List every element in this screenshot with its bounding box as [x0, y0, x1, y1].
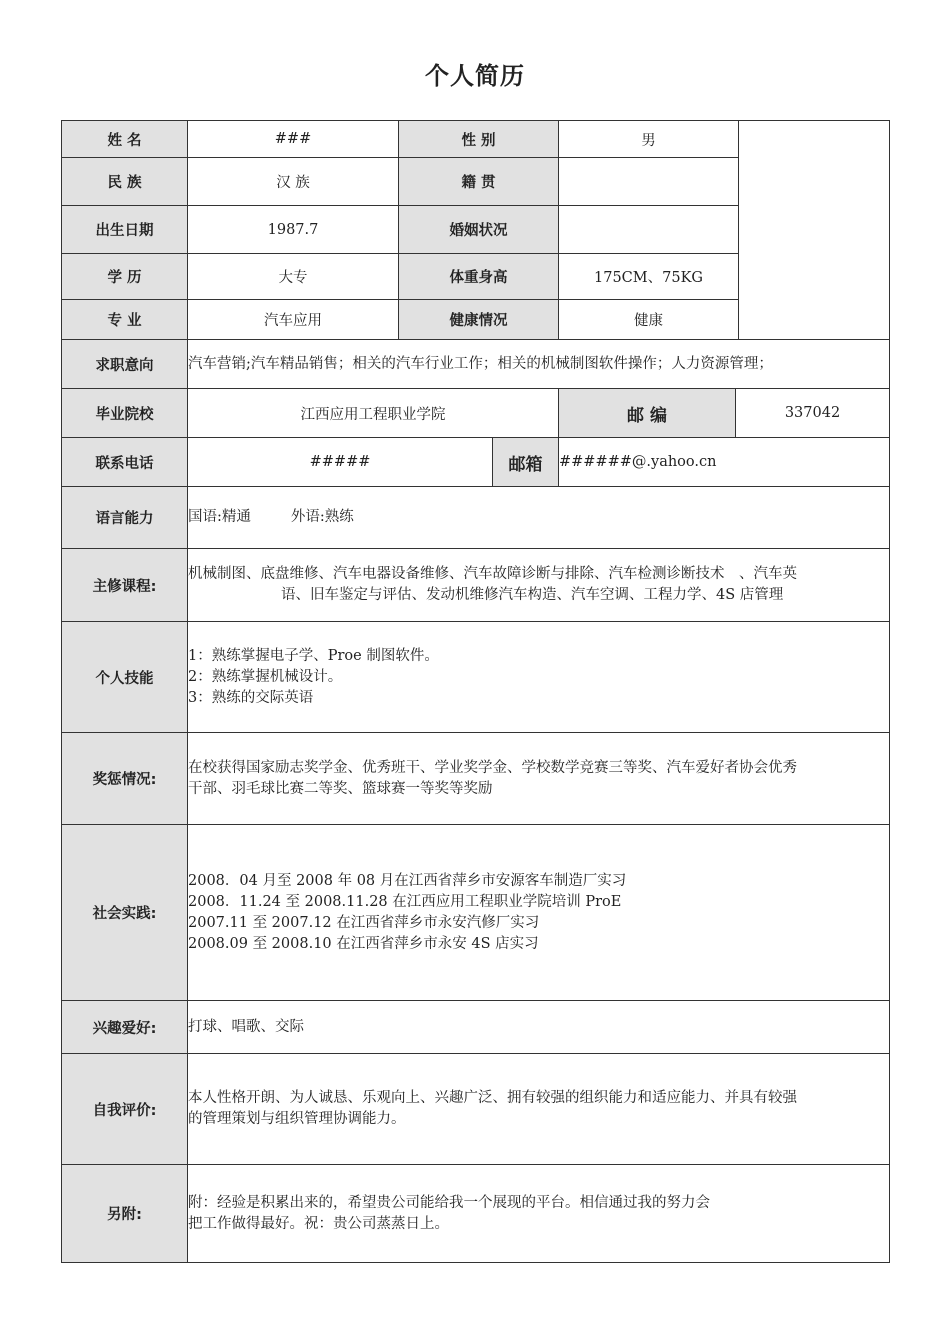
body-value: 175CM、75KG	[559, 254, 739, 300]
name-label: 姓 名	[62, 121, 188, 158]
origin-value	[559, 158, 739, 206]
birth-value: 1987.7	[188, 206, 399, 254]
email-value: ######@.yahoo.cn	[559, 438, 890, 487]
skills-label: 个人技能	[62, 622, 188, 733]
phone-label: 联系电话	[62, 438, 188, 487]
gender-value: 男	[559, 121, 739, 158]
practice-item: 2008.09 至 2008.10 在江西省萍乡市永安 4S 店实习	[188, 935, 539, 952]
gender-label: 性 别	[399, 121, 559, 158]
objective-value: 汽车营销;汽车精品销售；相关的汽车行业工作；相关的机械制图软件操作；人力资源管理；	[188, 355, 773, 372]
body-label: 体重身高	[399, 254, 559, 300]
birth-label: 出生日期	[62, 206, 188, 254]
language-label: 语言能力	[62, 487, 188, 549]
postcode-label: 邮 编	[559, 389, 736, 438]
skill-item: 2：熟练掌握机械设计。	[188, 668, 343, 685]
name-value: ###	[188, 121, 399, 158]
row-school	[62, 389, 890, 438]
objective-label: 求职意向	[62, 340, 188, 389]
page-title: 个人简历	[425, 62, 525, 90]
self-eval-line-2: 的管理策划与组织管理协调能力。	[188, 1111, 406, 1127]
phone-value: #####	[188, 438, 493, 487]
major-label: 专 业	[62, 300, 188, 340]
row-hobbies	[62, 1001, 890, 1054]
row-objective	[62, 340, 890, 389]
practice-item: 2007.11 至 2007.12 在江西省萍乡市永安汽修厂实习	[188, 914, 540, 931]
marital-value	[559, 206, 739, 254]
courses-line-1: 机械制图、底盘维修、汽车电器设备维修、汽车故障诊断与排除、汽车检测诊断技术 、汽车英	[188, 566, 797, 582]
ethnicity-value: 汉 族	[188, 158, 399, 206]
extra-line-2: 把工作做得最好。祝：贵公司蒸蒸日上。	[188, 1215, 449, 1232]
extra-line-1: 附：经验是积累出来的，希望贵公司能给我一个展现的平台。相信通过我的努力会	[188, 1194, 710, 1211]
practice-item: 2008．11.24 至 2008.11.28 在江西应用工程职业学院培训 ProE	[188, 893, 622, 910]
row-self-eval	[62, 1054, 890, 1165]
awards-label: 奖惩情况:	[62, 733, 188, 825]
major-value: 汽车应用	[188, 300, 399, 340]
resume-table	[61, 120, 890, 1263]
practice-item: 2008．04 月至 2008 年 08 月在江西省萍乡市安源客车制造厂实习	[188, 872, 627, 889]
email-label: 邮箱	[493, 438, 559, 487]
row-skills	[62, 622, 890, 733]
practice-label: 社会实践:	[62, 825, 188, 1001]
skill-item: 3：熟练的交际英语	[188, 689, 314, 706]
self-eval-label: 自我评价:	[62, 1054, 188, 1165]
skill-item: 1：熟练掌握电子学、Proe 制图软件。	[188, 647, 439, 664]
row-awards	[62, 733, 890, 825]
school-value: 江西应用工程职业学院	[188, 389, 559, 438]
row-courses	[62, 549, 890, 622]
education-value: 大专	[188, 254, 399, 300]
health-label: 健康情况	[399, 300, 559, 340]
extra-label: 另附:	[62, 1165, 188, 1263]
row-practice	[62, 825, 890, 1001]
row-name	[62, 121, 890, 158]
awards-line-1: 在校获得国家励志奖学金、优秀班干、学业奖学金、学校数学竞赛三等奖、汽车爱好者协会优秀	[188, 759, 797, 776]
hobbies-label: 兴趣爱好:	[62, 1001, 188, 1054]
education-label: 学 历	[62, 254, 188, 300]
language-mandarin: 国语:精通	[188, 509, 251, 525]
photo-box	[739, 121, 890, 340]
self-eval-line-1: 本人性格开朗、为人诚恳、乐观向上、兴趣广泛、拥有较强的组织能力和适应能力、并具有较强	[188, 1090, 797, 1106]
row-language	[62, 487, 890, 549]
origin-label: 籍 贯	[399, 158, 559, 206]
ethnicity-label: 民 族	[62, 158, 188, 206]
language-foreign: 外语:熟练	[290, 509, 354, 525]
hobbies-value: 打球、唱歌、交际	[188, 1001, 890, 1054]
marital-label: 婚姻状况	[399, 206, 559, 254]
row-extra	[62, 1165, 890, 1263]
row-contact	[62, 438, 890, 487]
courses-label: 主修课程:	[62, 549, 188, 622]
awards-line-2: 干部、羽毛球比赛二等奖、篮球赛一等奖等奖励	[188, 780, 493, 797]
postcode-value: 337042	[736, 389, 890, 438]
health-value: 健康	[559, 300, 739, 340]
courses-line-2: 语、旧车鉴定与评估、发动机维修汽车构造、汽车空调、工程力学、4S 店管理	[281, 587, 784, 603]
school-label: 毕业院校	[62, 389, 188, 438]
